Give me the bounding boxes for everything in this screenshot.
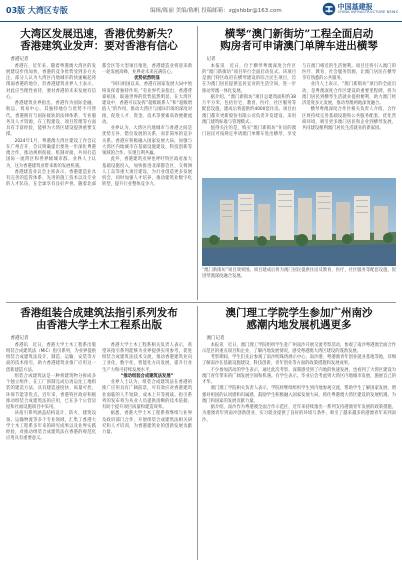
paragraph: 业界认为，大湾区内地城市与香港之间是优势互补、错位发展的关系，而非简单的竞争关系。香港应积极融入国家发展大局，加强与大湾区内地城市在基础设施建设、科技创新等领域的合作，实现互利共赢。 (102, 126, 192, 156)
paragraph: “回归祖国以来，香港在国家发展大局中始终发挥着独特作用，”有业界代表指出，香港背靠祖国、联通世界的优势依然明显。在大湾区建设中，香港可以发挥“超级联系人”和“超级增值人”的作用，推动大湾区与国际市场的深度对接，促进人才、资金、技术等要素高效便捷流动。 (102, 82, 192, 125)
paragraph: 2024年1月，粤港澳大湾区建设工作会议在广州召开，会议明确提出要进一步深化粤港澳合作，推动规则衔接、机制对接，共同打造国际一流湾区和世界级城市群。业界人士认为，这为香港建筑业带来新的发展机遇。 (6, 138, 96, 169)
article-hengqin (202, 26, 396, 176)
paragraph: 本报讯 近日，澳门理工学院组织学生赴广州南沙开展交流考察活动，参观了南沙粤港澳全面合作示范区的重点项目和企业，了解内地发展情况，感受粤港澳大湾区建设的蓬勃发展。 (202, 342, 396, 354)
headline-line-1: 澳门理工学院学生参加广州南沙 (225, 307, 373, 319)
paragraph: 据介绍，“澳门新街坊”项目总建筑面积约38万平方米，包括住宅、教育、医疗、社区服务等配套设施，建成后将提供约4000套住房。项目由澳门都市更新股份有限公司负责开发建设，采用澳门建筑标准与管理模式。 (202, 94, 296, 125)
paragraph: 香港讯 近日，香港大学土木工程系出版组装合成建筑法（MiC）指引系列，为业界提供组装合成建筑法设计、制造、运输、安装等方面的技术指引，助力香港建筑业推广应用这一创新建造方法。 (6, 342, 96, 373)
paragraph: 澳门理工学院相关负责人表示，学院将继续组织学生到内地参观交流，帮助学生了解国家发展，增强对祖国的认同感和归属感，鼓励学生积极融入国家发展大局，抓住粤港澳大湾区建设的发展机遇，为澳门和国家的发展贡献力量。 (202, 386, 396, 404)
page-number: 03版 大湾区专版 (6, 6, 68, 15)
paragraph: 业内人士表示，“澳门新街坊”项目的全面启动，是粤澳深度合作区建设的重要里程碑，将为澳门居民到横琴生活就业提供便利，助力澳门经济适度多元发展，推动琴澳两地深度融合。 (302, 82, 396, 106)
paragraph: 据介绍，南沙作为粤港澳全面合作示范区，近年来持续推出一系列支持港澳青年发展的政策措施，为港澳青年到南沙创新创业、实习就业提供了良好的环境与条件，吸引了越来越多的港澳青年来到南沙。 (202, 405, 396, 423)
article-headline (202, 29, 396, 53)
project-rendering-photo (202, 178, 396, 266)
article-byline: 香港记者 (6, 335, 33, 341)
editor-info: 编辑/陈丽 美编/陈帆 投稿邮箱：zgjshbbr@163.com (150, 8, 282, 14)
section-subhead: “推动组装合成建筑法发展” (120, 373, 174, 379)
paragraph: 考察期间，学生们先后参观了南沙明珠湾展示中心、南沙港、粤港澳青年创业就业基地等地，详细了解南沙在基础设施建设、科技创新、青年创业等方面的政策措施和发展成果。 (202, 355, 396, 367)
paragraph: 此外，香港建筑业界也呼吁特区政府加大基础设施投入，加快推进北部都会区、交椅洲人工岛等重大项目建设，为行业创造更多发展机会，同时加强人才培养，推动建筑业数字化转型，提升行业整体竞争力。 (102, 157, 192, 188)
logo-mark-icon (322, 2, 336, 16)
article-mic-guidelines (6, 306, 192, 560)
paragraph: 该指引系列涵盖结构设计、防火、建筑设备、运输物流等多个专业领域，汇集了香港大学土木工程系多年来的研究成果以及业界实践经验，对推动组装合成建筑法在香港的规范化应用具有重要意义。 (6, 411, 96, 442)
paragraph: 香港建筑业界指出，香港作为国际金融、航运、贸易中心，其独特地位与优势不可替代。香港拥有与国际接轨的法律体系、专业服务及人才资源，在工程建设、项目管理等方面具有丰富经验，能够为大湾区建设提供重要支撑。 (6, 101, 96, 138)
paragraph: 香港大学土木工程系相关负责人表示，希望该指引系列能够为业界提供实用参考，促进组装合成建筑法技术交流，推动香港建筑业向工业化、数字化、智能化方向发展，提升行业生产力和可持续发展水平。 (102, 342, 192, 373)
article-byline: 记者 (202, 56, 220, 62)
article-hk-construction (6, 26, 192, 300)
paragraph: 组装合成建筑法是一种将建筑物分拆成多个独立组件，在工厂预制完成后再运往工地组装的建造方法，具有建造速度快、质量可控、环保节能等优点。近年来，香港特区政府积极推动组装合成建筑法的应用，已在多个公营房屋和社福设施项目中采用。 (6, 373, 96, 410)
paragraph: 据悉，香港大学土木工程系将继续与业界及政府部门合作，开展组装合成建筑法相关研究和人才培训，为香港建筑业的创新发展贡献力量。 (102, 411, 192, 435)
article-macao-students (202, 306, 396, 560)
paragraph: 本报讯 近日，位于横琴粤澳深度合作区的“澳门新街坊”项目举行全面启动仪式。该项目是澳门特区政府在横琴建设的综合民生项目，旨在为澳门居民提供宜居宜业的生活空间，进一步推动琴澳一体化发展。 (202, 63, 296, 94)
article-byline: 澳门记者 (202, 335, 229, 341)
article-headline (6, 308, 192, 332)
paragraph: 横琴粤澳深度合作区相关负责人介绍，合作区将持续完善基础设施和公共服务配套，优化营商环境，吸引更多澳门居民和企业到横琴发展，共同建设便利澳门居民生活就业的新家园。 (302, 107, 396, 131)
article-body (202, 64, 396, 177)
paragraph: 香港建造业议会主席表示，香港建造业具有完善的监管体系、先进的施工技术以及专业的人才队伍，在全球享有良好声誉。随着北部都会区等大型项目推进，香港建造业将迎来新一轮发展高峰，业界对未来充满信心。 (6, 63, 192, 188)
paragraph: 不少参加活动的学生表示，通过此次考察，深刻感受到了内地的快速发展，也看到了大湾区建设为澳门青年带来的广阔发展空间和机遇。有学生表示，毕业后会考虑到大湾区内地城市发展，施展自己的才华。 (202, 367, 396, 385)
article-body (6, 64, 192, 301)
paragraph: 值得关注的是，购买“澳门新街坊”住房的澳门居民可按规定申请澳门单牌车进出横琴，享受与在澳门相近的生活便利。项目还将引入澳门的医疗、教育、社会服务资源，让澳门居民在横琴享有熟悉的公共服务。 (202, 63, 396, 138)
article-headline (6, 29, 192, 53)
headline-line-2: 感潮内地发展机遇更多 (246, 318, 352, 331)
building-rendering-image (202, 178, 396, 266)
masthead (0, 0, 402, 22)
section-subhead: 优势依然明显 (134, 76, 160, 81)
column-divider (197, 26, 198, 300)
section-divider (6, 302, 396, 303)
article-body (202, 343, 396, 561)
photo-caption: “澳门新街坊”项目效果图。项目建成后将为澳门居民提供住房及教育、医疗、社区服务等配套设施，促进琴澳深度融合发展。 (202, 268, 396, 279)
article-headline (202, 308, 396, 332)
headline-line-2: 香港建筑业发声：要对香港有信心 (20, 39, 178, 52)
logo-english: CHINA INFRASTRUCTURE NEWS (337, 9, 398, 14)
headline-line-2: 购房者可申请澳门单牌车进出横琴 (220, 39, 378, 52)
paragraph: 业界人士认为，组装合成建筑法在香港的推广应用具有广阔前景，可有效应对香港建筑业面临的人手短缺、成本上升等挑战。指引系列的发布将为从业人员提供清晰的技术依据，有助于提升项目质量和建造效率。 (102, 380, 192, 410)
article-byline: 香港记者 (6, 56, 33, 62)
article-body (6, 343, 192, 561)
headline-line-1: 大湾区发展迅速，香港优势新失？ (20, 28, 178, 40)
column-divider (197, 306, 198, 560)
newspaper-logo (322, 2, 398, 16)
headline-line-1: 香港组装合成建筑法指引系列发布 (20, 307, 178, 319)
logo-name: 中国基建报 (337, 2, 373, 11)
headline-line-2: 由香港大学土木工程系出版 (36, 318, 162, 331)
paragraph: 香港在、近年来，随着粤港澳大湾区的发展建设步伐加快，香港的竞争优势受到多方关注。部分人认为大湾区内地城市的快速崛起将削弱香港的地位，但香港建筑业界人士表示，对此应当理性看待，要对香港的未来发展有信心。 (6, 63, 96, 100)
headline-line-1: 横琴“澳门新街坊”工程全面启动 (224, 28, 374, 40)
